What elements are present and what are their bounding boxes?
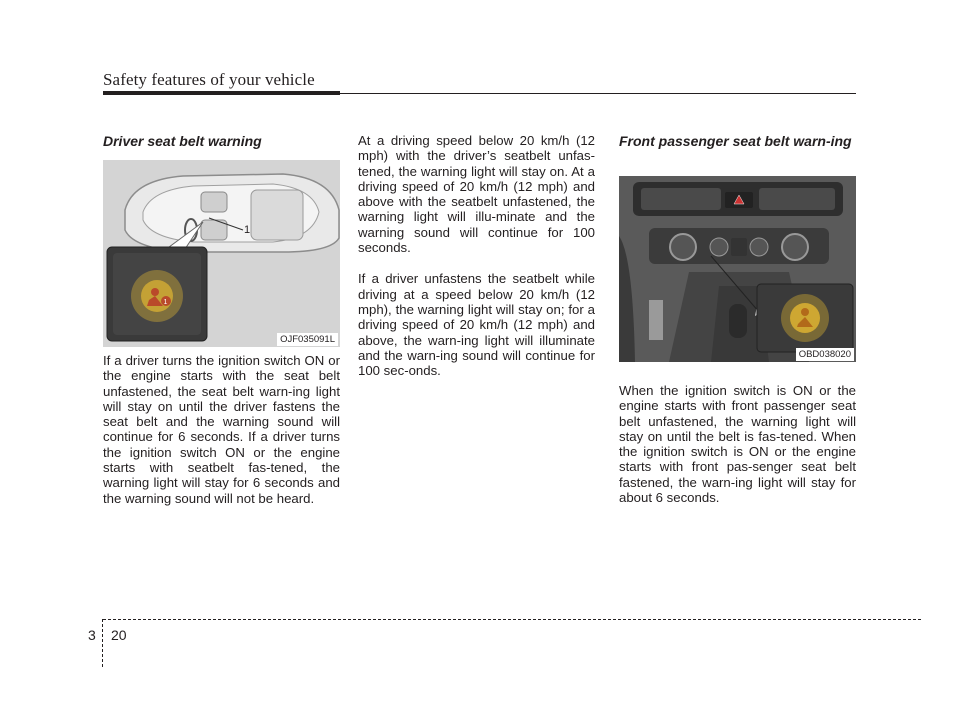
dashboard-illustration	[619, 176, 856, 362]
svg-text:1: 1	[163, 299, 168, 306]
figure-code-right: OBD038020	[796, 348, 854, 361]
driver-seatbelt-figure	[103, 160, 340, 347]
driver-warning-paragraph: If a driver turns the ignition switch ON or the engine starts with the seat belt unfastened, the seat belt warn-ing light will stay on until the driver fastens the seat belt and the warning sound will continue for 6 seconds. If a driver turns the ignition switch ON or the engine starts with seatbelt fas-tened, the warning light will stay for 6 seconds and the warning sound will not be heard.	[103, 353, 340, 506]
passenger-warning-paragraph: When the ignition switch is ON or the engine starts with front passenger seat belt unfastened, the warning light will stay on until the belt is fas-tened. When the ignition switch is ON or the engine starts with front pas-senger seat belt fastened, the warn-ing light will stay for about 6 seconds.	[619, 383, 856, 506]
middle-column	[358, 133, 595, 394]
car-top-view-illustration	[103, 160, 340, 347]
right-body	[619, 383, 856, 521]
footer-divider	[102, 619, 103, 667]
speed-warning-paragraph: At a driving speed below 20 km/h (12 mph) with the driver’s seatbelt unfas-tened, the warning light will stay on. At a driving speed of 20 km/h (12 mph) and above with the seatbelt unfastened, the warning light will illu-minate and the warning sound will continue for 100 seconds.	[358, 133, 595, 256]
header-rule-thin	[340, 93, 856, 94]
svg-text:1: 1	[244, 224, 251, 236]
unfasten-warning-paragraph: If a driver unfastens the seatbelt while driving at a speed below 20 km/h (12 mph), the warning light will stay on; for a driving speed of 20 km/h (12 mph) and above, the warn-ing light will illuminate and the warn-ing sound will continue for 100 sec-onds.	[358, 271, 595, 379]
passenger-seatbelt-figure	[619, 176, 856, 362]
header-rule-thick	[103, 91, 340, 95]
page-number: 20	[111, 627, 127, 643]
left-body	[103, 353, 340, 522]
footer-rule	[103, 619, 921, 620]
running-header: Safety features of your vehicle	[103, 70, 315, 89]
figure-code-left: OJF035091L	[277, 333, 338, 346]
driver-seat-belt-heading: Driver seat belt warning	[103, 133, 262, 149]
chapter-number: 3	[88, 627, 96, 643]
right-column	[619, 133, 856, 165]
front-passenger-heading: Front passenger seat belt warn-ing	[619, 133, 852, 149]
